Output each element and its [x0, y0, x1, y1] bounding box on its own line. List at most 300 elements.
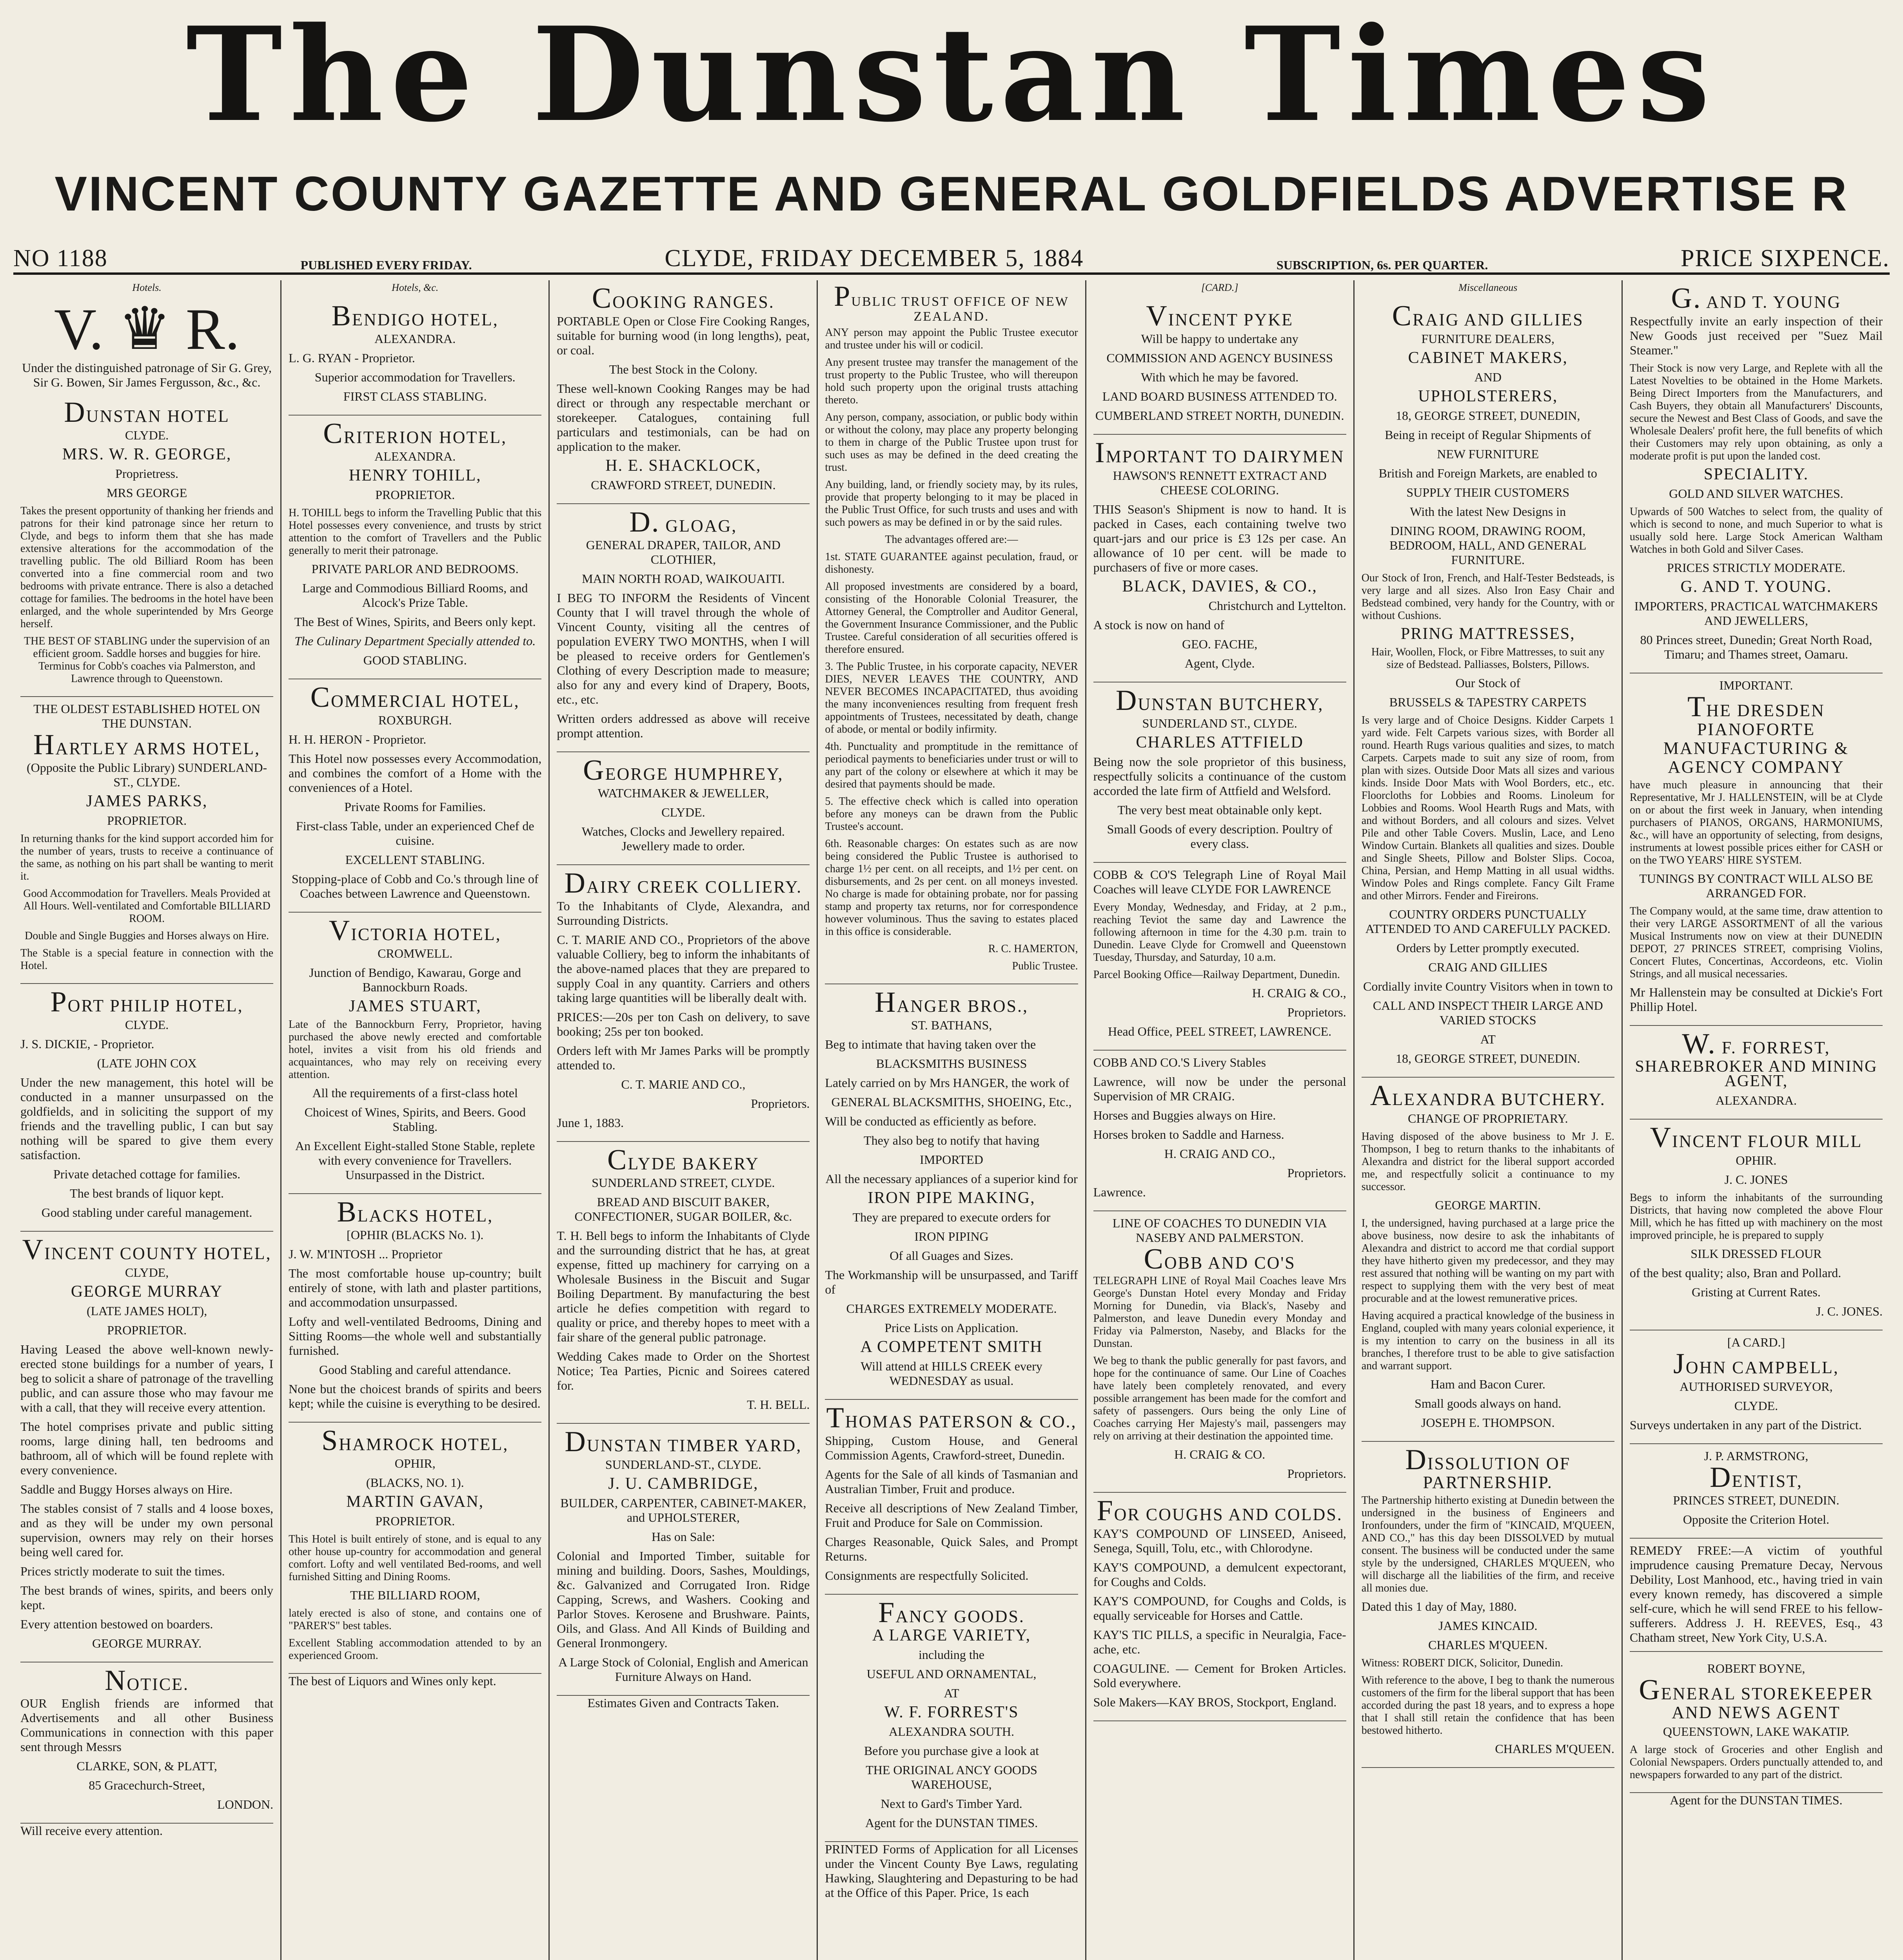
ad-body: DINING ROOM, DRAWING ROOM, BEDROOM, HALL, AND GENERAL FURNITURE.	[1389, 524, 1587, 567]
ad-body: Witness: ROBERT DICK, Solicitor, Dunedin.	[1361, 1657, 1563, 1669]
ad-body: T. H. Bell begs to inform the Inhabitants of Clyde and the surrounding district that he has, at great expense, fitted up machinery for carrying on a Wholesale Business in the Biscuit and Sugar Boiling Department. By manufacturing the best article he defies competition with regard to quality or price, and thereby hopes to meet with a fair share of the general public patronage.	[557, 1229, 810, 1344]
ad-body: The hotel comprises private and public sitting rooms, large dining hall, ten bedrooms and bathroom, all of which will be found replete with every convenience.	[20, 1419, 274, 1477]
ad-body: Surveys undertaken in any part of the District.	[1629, 1418, 1862, 1432]
ad-craig-and-gillies	[1362, 298, 1614, 1078]
ad-title: FOR COUGHS AND COLDS.	[1097, 1495, 1343, 1527]
ad-body: Will be conducted as efficiently as before.	[825, 1114, 1037, 1128]
ad-title: IMPORTANT TO DAIRYMEN	[1095, 437, 1345, 469]
ad-signature: JAMES KINCAID.	[1438, 1619, 1538, 1633]
ad-body: Price Lists on Application.	[884, 1321, 1019, 1335]
ad-owner: JAMES STUART,	[349, 997, 481, 1015]
ad-fancy-goods	[825, 1595, 1078, 1842]
ad-title: CRITERION HOTEL,	[323, 417, 507, 450]
ad-body: Their Stock is now very Large, and Replete with all the Latest Novelties to be obtained in the Home Markets. Being Direct Importers from the Manufacturers, and Cash Buyers, they obtain all Manufacturers' Discounts, secure the Newest and Best Class of Goods, and save the Wholesale Dealers' profit here, the full benefits of which their Customers may rely upon obtaining, as only a moderate profit is put upon the landed cost.	[1629, 362, 1883, 462]
column-footer: The best of Liquors and Wines only kept.	[289, 1674, 496, 1688]
ad-role: AUTHORISED SURVEYOR,	[1680, 1379, 1833, 1394]
ad-title: CLYDE BAKERY	[607, 1144, 759, 1176]
ad-title: HARTLEY ARMS HOTEL,	[33, 729, 261, 761]
ad-body: COUNTRY ORDERS PUNCTUALLY ATTENDED TO AND CAREFULLY PACKED.	[1365, 907, 1611, 936]
ad-place: CLYDE.	[125, 1018, 169, 1032]
ad-body: This Hotel now possesses every Accommodation, and combines the comfort of a Home with the conveniences of a Hotel.	[289, 751, 542, 795]
ad-body: Having Leased the above well-known newly-erected stone buildings for a number of years, I beg to solicit a share of patronage of the travelling public, and can assure those who may favour me with a call, that they will receive every attention.	[20, 1342, 274, 1414]
ad-dissolution	[1362, 1442, 1614, 1768]
ad-body: The Best of Wines, Spirits, and Beers only kept.	[294, 615, 536, 629]
ad-thomas-paterson	[825, 1400, 1078, 1595]
ad-body: of the best quality; also, Bran and Pollard.	[1629, 1266, 1841, 1280]
ad-body: Parcel Booking Office—Railway Department, Dunedin.	[1093, 969, 1340, 981]
patronage: Under the distinguished patronage of Sir G. Grey, Sir G. Bowen, Sir James Fergusson, &c., &c.	[22, 361, 272, 389]
ad-date: June 1, 1883.	[557, 1116, 624, 1130]
section-head: [CARD.]	[1201, 282, 1238, 293]
ad-body: Of all Guages and Sizes.	[890, 1249, 1013, 1263]
ad-body: Saddle and Buggy Horses always on Hire.	[20, 1482, 233, 1496]
ad-title: THOMAS PATERSON & CO.,	[826, 1402, 1077, 1434]
ad-role: PROPRIETOR.	[375, 488, 455, 502]
ad-printed-forms: PRINTED Forms of Application for all Licenses under the Vincent County Bye Laws, regulating Hawking, Slaughtering and Depasturing to be had at the Office of this Paper. Price, 1s each	[825, 1842, 1078, 1900]
ad-robert-boyne	[1630, 1657, 1883, 1793]
ad-place: SUNDERLAND-ST., CLYDE.	[605, 1457, 761, 1472]
ad-body: Stopping-place of Cobb and Co.'s through line of Coaches between Lawrence and Queenstown.	[291, 872, 539, 900]
ad-victoria-hotel	[289, 913, 541, 1194]
ad-owner: ROBERT BOYNE,	[1707, 1661, 1805, 1675]
ad-body: The stables consist of 7 stalls and 4 loose boxes, and as they will be under my own personal supervision, owners may rely on their horses being well cared for.	[20, 1501, 274, 1559]
ad-body: Lawrence, will now be under the personal Supervision of MR CRAIG.	[1093, 1074, 1346, 1103]
ad-body: COAGULINE. — Cement for Broken Articles. Sold everywhere.	[1093, 1661, 1346, 1690]
ad-title: COMMERCIAL HOTEL,	[310, 681, 520, 713]
ad-body: A COMPETENT SMITH	[860, 1338, 1043, 1356]
ad-role: WATCHMAKER & JEWELLER,	[597, 786, 769, 800]
ad-role: PROPRIETOR.	[107, 1323, 187, 1337]
ad-place: ALEXANDRA.	[374, 449, 456, 463]
ad-body: Beg to intimate that having taken over the	[825, 1037, 1036, 1051]
ad-body: Begs to inform the inhabitants of the surrounding Districts, that having now completed the above Flour Mill, which he has fitted up with machinery on the most improved principle, he is prepared to supply	[1629, 1192, 1883, 1241]
ad-vincent-flour-mill	[1630, 1120, 1883, 1330]
ad-body: Opposite the Criterion Hotel.	[1683, 1512, 1830, 1526]
ad-place: CUMBERLAND STREET NORTH, DUNEDIN.	[1095, 408, 1344, 423]
ad-dresden-pianoforte	[1630, 673, 1883, 1026]
ad-body: SUPPLY THEIR CUSTOMERS	[1406, 485, 1570, 499]
ad-place: SUNDERLAND STREET, CLYDE.	[592, 1176, 775, 1190]
ad-signature: CRAIG AND GILLIES	[1428, 960, 1548, 974]
ad-body: The best Stock in the Colony.	[609, 362, 758, 376]
ad-blacks-hotel	[289, 1194, 541, 1423]
ad-title: DUNSTAN TIMBER YARD,	[565, 1426, 802, 1458]
ad-body: Before you purchase give a look at	[864, 1744, 1039, 1758]
ad-body: With which he may be favored.	[1141, 370, 1299, 384]
masthead-title: The Dunstan Times	[186, 8, 1717, 151]
ad-body: Cordially invite Country Visitors when in town to	[1363, 979, 1613, 993]
ad-dunstan-timber-yard	[557, 1424, 810, 1696]
ad-place: ST. BATHANS,	[911, 1018, 992, 1032]
ad-important-to-dairymen	[1093, 435, 1346, 682]
ad-title: BENDIGO HOTEL,	[331, 300, 499, 332]
ad-body: THE ORIGINAL ANCY GOODS WAREHOUSE,	[866, 1763, 1037, 1791]
ad-body: First-class Table, under an experienced Chef de cuisine.	[296, 819, 534, 848]
ad-body: Agent for the DUNSTAN TIMES.	[865, 1816, 1038, 1830]
ad-role: IMPORTERS, PRACTICAL WATCHMAKERS AND JEWELLERS,	[1634, 599, 1878, 628]
ad-owner: JAMES PARKS,	[86, 792, 208, 810]
ad-body: They are prepared to execute orders for	[852, 1210, 1051, 1224]
ad-owner: H. H. HERON - Proprietor.	[289, 732, 427, 746]
ad-g-and-t-young	[1630, 280, 1883, 673]
ad-body: Private detached cottage for families.	[53, 1167, 241, 1181]
ad-body: Receive all descriptions of New Zealand Timber, Fruit and Produce for Sale on Commission.	[825, 1501, 1078, 1530]
ad-body: Excellent Stabling accommodation attended to by an experienced Groom.	[289, 1637, 542, 1662]
ad-body: Being in receipt of Regular Shipments of	[1385, 428, 1591, 442]
ad-body: GOOD STABLING.	[363, 653, 467, 667]
ad-body: IRON PIPING	[914, 1229, 989, 1243]
ad-title: JOHN CAMPBELL,	[1673, 1348, 1839, 1380]
ad-hanger-bros	[825, 984, 1078, 1400]
ad-place: LONDON.	[217, 1797, 274, 1811]
ad-role: AND	[1474, 370, 1502, 384]
ad-place: CLYDE.	[1734, 1399, 1778, 1413]
column-footer: Agent for the DUNSTAN TIMES.	[1670, 1793, 1843, 1807]
ad-body: Takes the present opportunity of thanking her friends and patrons for their kind patronage since her return to Clyde, and begs to inform them that she has made extensive alterations for the accommodation of the travelling public. The old Billiard Room has been converted into a fine commercial room and two bedrooms with private entrance. There is also a detached cottage for families. The bedrooms in the hotel have been enlarged, and the whole superintended by Mrs George herself.	[20, 505, 274, 630]
ad-signature: JOSEPH E. THOMPSON.	[1421, 1416, 1555, 1430]
ad-place: 18, GEORGE STREET, DUNEDIN.	[1396, 1051, 1580, 1065]
ad-cobb-livery	[1093, 1051, 1346, 1211]
ad-role: Proprietress.	[115, 466, 178, 481]
ad-body: GENERAL BLACKSMITHS, SHOEING, Etc.,	[831, 1095, 1072, 1109]
ad-owner: L. G. RYAN - Proprietor.	[289, 351, 415, 365]
ad-body: NEW FURNITURE	[1437, 447, 1539, 461]
ad-role: SHAREBROKER AND MINING AGENT,	[1635, 1058, 1878, 1090]
ad-body: Sole Makers—KAY BROS, Stockport, England.	[1093, 1695, 1337, 1709]
ad-body: Has on Sale:	[651, 1530, 715, 1544]
ad-signature: C. T. MARIE AND CO.,	[621, 1077, 746, 1091]
ad-owner: BLACK, DAVIES, & CO.,	[1122, 577, 1317, 595]
issue-date: CLYDE, FRIDAY DECEMBER 5, 1884	[665, 245, 1084, 272]
ad-owner: HENRY TOHILL,	[349, 466, 481, 485]
ad-hartley-arms	[20, 697, 273, 984]
ad-body: Good Accommodation for Travellers. Meals Provided at All Hours. Well-ventilated and Comfortable BILLIARD ROOM.	[23, 887, 271, 925]
ad-role: PROPRIETOR.	[107, 813, 187, 828]
column-2	[281, 280, 550, 1960]
ad-body: Prices strictly moderate to suit the times.	[20, 1564, 225, 1578]
ad-title: PORT PHILIP HOTEL,	[50, 986, 243, 1018]
ad-role: Public Trustee.	[1012, 960, 1078, 972]
ad-body: Written orders addressed as above will receive prompt attention.	[557, 711, 810, 740]
ad-title: W. F. FORREST,	[1682, 1028, 1830, 1060]
ad-signature: G. AND T. YOUNG.	[1680, 578, 1832, 596]
price: PRICE SIXPENCE.	[1681, 245, 1890, 272]
ad-body: With the latest New Designs in	[1410, 505, 1566, 519]
ad-role: (LATE JAMES HOLT),	[86, 1304, 207, 1318]
ad-body: Every attention bestowed on boarders.	[20, 1617, 213, 1631]
ad-body: I, the undersigned, having purchased at a large price the above business, now desire to ask the inhabitants of Alexandra and district to accord me that cordial support they have hitherto given my predecessor, and they may rest assured that nothing will be wanting on my part with respect to supplying them with the very best of meat procurable and at the lowest remunerative prices.	[1361, 1217, 1614, 1305]
ad-body: Next to Gard's Timber Yard.	[881, 1797, 1022, 1811]
ad-signature: GEO. FACHE,	[1182, 637, 1258, 651]
ad-place: 85 Gracechurch-Street,	[89, 1778, 205, 1792]
ad-kicker: [A CARD.]	[1727, 1335, 1785, 1349]
ad-body: CHANGE OF PROPRIETARY.	[1408, 1111, 1568, 1125]
subscription-note: SUBSCRIPTION, 6s. PER QUARTER.	[1276, 258, 1488, 272]
ad-role: Proprietors.	[1287, 1166, 1346, 1180]
ad-body: A Large Stock of Colonial, English and American Furniture Always on Hand.	[558, 1655, 808, 1684]
notice	[20, 1662, 273, 1824]
ad-body: Good stabling under careful management.	[41, 1205, 252, 1220]
ad-owner: CHARLES ATTFIELD	[1136, 733, 1304, 751]
ad-place: Christchurch and Lyttelton.	[1208, 599, 1346, 613]
column-7	[1623, 280, 1890, 1960]
ad-place: ALEXANDRA.	[1715, 1093, 1797, 1107]
dateline	[13, 229, 1890, 275]
ad-body: We beg to thank the public generally for past favors, and hope for the continuance of same. Our Line of Coaches have lately been completely renovated, and every possible arrangement has been made for the comfort and safety of passengers. Ours being the only Line of Coaches carrying Her Majesty's mail, passengers may rely on arriving at their destination the appointed time.	[1093, 1355, 1346, 1442]
ad-body: FIRST CLASS STABLING.	[343, 389, 487, 403]
ad-title: DENTIST,	[1710, 1461, 1803, 1494]
ad-body: TELEGRAPH LINE of Royal Mail Coaches leave Mrs George's Dunstan Hotel every Monday and Friday Morning for Dunedin, via Black's, Naseby and Palmerston, and leave Dunedin every Monday and Friday via Palmerston, Naseby, and Blacks for the Dunstan.	[1093, 1275, 1346, 1350]
ad-place: ALEXANDRA SOUTH.	[888, 1724, 1014, 1739]
ad-place: CRAWFORD STREET, DUNEDIN.	[591, 478, 776, 492]
issue-number: NO 1188	[13, 245, 108, 272]
ad-body: Orders left with Mr James Parks will be promptly attended to.	[557, 1044, 810, 1072]
ad-body: ANY person may appoint the Public Trustee executor and trustee under his will or codicil.	[825, 327, 1078, 351]
ad-body: 5. The effective check which is called into operation before any moneys can be drawn from the Public Trustee's account.	[825, 795, 1078, 833]
ad-body: All the necessary appliances of a superior kind for	[825, 1172, 1078, 1186]
column-footer: Will receive every attention.	[20, 1824, 163, 1838]
ad-body: Small Goods of every description. Poultry of every class.	[1107, 822, 1333, 851]
ad-body: Large and Commodious Billiard Rooms, and Alcock's Prize Table.	[302, 581, 528, 610]
ad-title: DUNSTAN BUTCHERY,	[1115, 684, 1324, 717]
ad-body: The advantages offered are:—	[885, 534, 1018, 546]
ad-commercial-hotel	[289, 679, 541, 913]
ad-place: ROXBURGH.	[378, 713, 452, 727]
ad-body: Lofty and well-ventilated Bedrooms, Dining and Sitting Rooms—the whole well and substantially furnished.	[289, 1314, 542, 1357]
column-5	[1086, 280, 1355, 1960]
ad-title: THE DRESDEN PIANOFORTE MANUFACTURING & AGENCY COMPANY	[1663, 691, 1849, 777]
ad-body: Will attend at HILLS CREEK every WEDNESDAY as usual.	[861, 1359, 1042, 1388]
ad-signature: MRS GEORGE	[106, 486, 187, 500]
ad-kays-compound	[1093, 1493, 1346, 1721]
section-head: Miscellaneous	[1458, 282, 1518, 293]
ad-signature: CHARLES M'QUEEN.	[1495, 1742, 1614, 1756]
ad-body: Double and Single Buggies and Horses always on Hire.	[25, 930, 269, 942]
ad-place: OPHIR.	[1736, 1153, 1777, 1167]
ad-port-philip	[20, 984, 273, 1232]
ad-role: Agent, Clyde.	[1184, 656, 1255, 670]
ad-body: Any person, company, association, or public body within or without the colony, may place any property belonging to them in charge of the Public Trustee upon trust for such uses as may be defined in the deed creating the trust.	[825, 411, 1078, 474]
ad-body: KAY'S COMPOUND, for Coughs and Colds, is equally serviceable for Horses and Cattle.	[1093, 1594, 1346, 1622]
ad-body: To the Inhabitants of Clyde, Alexandra, and Surrounding Districts.	[557, 899, 810, 927]
ad-body: PRICES STRICTLY MODERATE.	[1667, 561, 1846, 575]
ad-body: A stock is now on hand of	[1093, 618, 1224, 632]
ad-title: COOKING RANGES.	[592, 282, 775, 314]
ad-remedy-free: REMEDY FREE:—A victim of youthful imprudence causing Premature Decay, Nervous Debility, Lost Manhood, etc., having tried in vain every known remedy, has discovered a simple self-cure, which he will send FREE to his fellow-sufferers. Address J. H. REEVES, Esq., 43 Chatham street, New York City, U.S.A.	[1630, 1539, 1883, 1652]
ad-body: lately erected is also of stone, and contains one of "PARER'S" best tables.	[289, 1607, 542, 1632]
ad-body: KAY'S COMPOUND, a demulcent expectorant, for Coughs and Colds.	[1093, 1560, 1346, 1589]
ad-title: PUBLIC TRUST OFFICE OF NEW ZEALAND.	[834, 280, 1069, 324]
ad-signature: CHARLES M'QUEEN.	[1428, 1638, 1548, 1652]
ad-title: GENERAL STOREKEEPER AND NEWS AGENT	[1639, 1674, 1874, 1722]
ad-body: 6th. Reasonable charges: On estates such as are now being considered the Public Trustee is authorised to charge 1½ per cent. on all receipts, and 1½ per cent. on disbursements, and 2s per cent. on all moneys invested. No charge is made for obtaining probate, nor for passing stamp and property tax returns, nor for correspondence however voluminous. Thus the saving to estates placed in this office is considerable.	[825, 838, 1078, 938]
ad-body: Mr Hallenstein may be consulted at Dickie's Fort Phillip Hotel.	[1629, 985, 1883, 1014]
ad-alexandra-butchery	[1362, 1078, 1614, 1442]
ad-title: LINE OF COACHES TO DUNEDIN VIA NASEBY AND PALMERSTON.	[1112, 1216, 1327, 1245]
ad-body: Small goods always on hand.	[1415, 1396, 1562, 1410]
ad-owner: J. S. DICKIE, - Proprietor.	[20, 1037, 154, 1051]
ad-cooking-ranges	[557, 280, 810, 504]
ad-body: 4th. Punctuality and promptitude in the remittance of periodical payments to beneficiaries under trust or will to any part of the colony or elsewhere at which it may be desired that payments should be made.	[825, 740, 1078, 790]
ad-place: CLYDE.	[125, 428, 169, 442]
column-3	[550, 280, 818, 1960]
ad-title: SHAMROCK HOTEL,	[321, 1425, 509, 1457]
ad-body: Horses and Buggies always on Hire.	[1093, 1108, 1276, 1122]
ad-body: KAY'S TIC PILLS, a specific in Neuralgia, Face-ache, etc.	[1093, 1628, 1346, 1656]
ad-dentist	[1630, 1444, 1883, 1539]
ad-body: Colonial and Imported Timber, suitable for mining and building. Doors, Sashes, Mouldings, &c. Galvanized and Corrugated Iron. Ridge Capping, Screws, and Washers. Cooking and Parlor Stoves. Kerosene and Brushware. Paints, Oils, and Glass. And All Kinds of Building and General Ironmongery.	[557, 1549, 810, 1650]
ad-body: AT	[944, 1686, 959, 1700]
column-6	[1355, 280, 1623, 1960]
ad-body: Our Stock of	[1455, 676, 1520, 690]
ad-body: Having disposed of the above business to Mr J. E. Thompson, I beg to return thanks to the inhabitants of Alexandra and district for the liberal support accorded me, and respectfully solicit a continuance to my successor.	[1361, 1131, 1614, 1193]
ad-dairy-creek-colliery	[557, 865, 810, 1142]
ad-bendigo-hotel	[289, 298, 541, 416]
ad-owner: J. P. ARMSTRONG,	[1704, 1449, 1809, 1463]
ad-body: All proposed investments are considered by a board, consisting of the Honorable Colonial Treasurer, the Attorney General, the Comptroller and Auditor General, the Government Insurance Commissioner, and the Public Trustee. Careful consideration of all securities offered is therefore ensured.	[825, 581, 1078, 655]
ad-place: ALEXANDRA.	[374, 332, 456, 346]
published-note: PUBLISHED EVERY FRIDAY.	[300, 258, 472, 272]
ad-body: The very best meat obtainable only kept.	[1117, 803, 1322, 817]
ad-title: CRAIG AND GILLIES	[1392, 300, 1584, 332]
ad-role: BREAD AND BISCUIT BAKER, CONFECTIONER, SUGAR BOILER, &c.	[574, 1195, 792, 1223]
ad-title: DAIRY CREEK COLLIERY.	[564, 867, 803, 899]
ad-body: The best brands of wines, spirits, and beers only kept.	[20, 1583, 274, 1612]
ad-role: BUILDER, CARPENTER, CABINET-MAKER, and UPHOLSTERER,	[560, 1496, 806, 1524]
ad-owner: GEORGE MURRAY	[71, 1283, 223, 1301]
ad-body: The best brands of liquor kept.	[70, 1186, 224, 1200]
column-4	[818, 280, 1086, 1960]
ad-title: VICTORIA HOTEL,	[329, 915, 501, 947]
ad-body: Watches, Clocks and Jewellery repaired. Jewellery made to order.	[581, 824, 785, 853]
ad-signature: H. CRAIG & CO.	[1174, 1447, 1266, 1461]
ad-place: OPHIR,	[394, 1456, 436, 1470]
ad-body: The Company would, at the same time, draw attention to their very LARGE ASSORTMENT of all the various Musical Instruments now on view at their DUNEDIN DEPOT, 27 PRINCES STREET, comprising Violins, Concert Flutes, Concertinas, Accordeons, etc. Violin Strings, and all musical necessaries.	[1629, 905, 1883, 980]
section-head: Hotels.	[132, 282, 162, 293]
ad-body: CHARGES EXTREMELY MODERATE.	[846, 1301, 1057, 1316]
masthead-subtitle: VINCENT COUNTY GAZETTE AND GENERAL GOLDFIELDS ADVERTISE R	[54, 167, 1849, 221]
ad-kicker: THE OLDEST ESTABLISHED HOTEL ON THE DUNSTAN.	[33, 702, 260, 730]
ad-dunstan-hotel	[20, 394, 273, 697]
ad-signature: GEORGE MURRAY.	[92, 1636, 202, 1650]
ad-body: All the requirements of a first-class hotel	[312, 1086, 518, 1100]
ad-place: QUEENSTOWN, LAKE WAKATIP.	[1663, 1724, 1850, 1739]
ad-title: VINCENT COUNTY HOTEL,	[22, 1234, 272, 1266]
ad-body: Charges Reasonable, Quick Sales, and Prompt Returns.	[825, 1535, 1078, 1563]
ad-body: Wedding Cakes made to Order on the Shortest Notice; Tea Parties, Picnic and Soirees catered for.	[557, 1349, 810, 1392]
ad-body: Good Stabling and careful attendance.	[319, 1363, 511, 1377]
ad-cobb-telegraph	[1093, 863, 1346, 1051]
ad-signature: J. C. JONES.	[1816, 1304, 1883, 1318]
ad-body: Every Monday, Wednesday, and Friday, at 2 p.m., reaching Teviot the same day and Lawrence the following afternoon in time for the 4.30 p.m. train to Dunedin. Leave Clyde for Cromwell and Queenstown Tuesday, Thursday, and Saturday, 10 a.m.	[1093, 901, 1346, 964]
ad-clyde-bakery	[557, 1142, 810, 1424]
ad-shamrock-hotel	[289, 1423, 541, 1674]
ad-body: THE BILLIARD ROOM,	[350, 1588, 480, 1602]
ad-place: CLYDE.	[661, 805, 705, 819]
ad-place: 80 Princes street, Dunedin; Great North Road, Timaru; and Thames street, Oamaru.	[1640, 633, 1872, 661]
ad-vincent-county-hotel	[20, 1232, 273, 1662]
ad-place: 18, GEORGE STREET, DUNEDIN,	[1396, 408, 1580, 423]
ad-title: FANCY GOODS.	[878, 1597, 1025, 1629]
ad-body: Ham and Bacon Curer.	[1430, 1377, 1545, 1391]
ad-signature: H. CRAIG AND CO.,	[1164, 1147, 1275, 1161]
ad-dunstan-butchery	[1093, 682, 1346, 863]
ad-body: USEFUL AND ORNAMENTAL,	[866, 1667, 1037, 1681]
ad-body: A large stock of Groceries and other English and Colonial Newspapers. Orders punctually attended to, and newspapers forwarded to any part of the district.	[1629, 1744, 1883, 1781]
ad-owner: MARTIN GAVAN,	[346, 1493, 484, 1511]
ad-body: Orders by Letter promptly executed.	[1396, 941, 1580, 955]
ad-owner: J. U. CAMBRIDGE,	[608, 1475, 759, 1493]
ad-signature: T. H. BELL.	[747, 1397, 810, 1412]
ad-signature: H. CRAIG & CO.,	[1252, 986, 1346, 1000]
ad-body: IMPORTED	[920, 1152, 983, 1167]
ad-place: Lawrence.	[1093, 1185, 1146, 1199]
ad-body: THIS Season's Shipment is now to hand. It is packed in Cases, each containing twelve two quart-jars and our price is £3 12s per case. An allowance of 10 per cent. will be made to purchasers of five or more cases.	[1093, 502, 1346, 574]
ad-body: IRON PIPE MAKING,	[868, 1189, 1035, 1207]
ad-place: MAIN NORTH ROAD, WAIKOUAITI.	[582, 572, 785, 586]
ad-body: PRIVATE PARLOR AND BEDROOMS.	[311, 562, 519, 576]
ad-place: (Opposite the Public Library) SUNDERLAND-ST., CLYDE.	[26, 760, 267, 789]
ad-title: G. AND T. YOUNG	[1671, 282, 1841, 314]
ad-body: COMMISSION AND AGENCY BUSINESS	[1106, 351, 1333, 365]
ad-body: HAWSON'S RENNETT EXTRACT AND CHEESE COLORING.	[1113, 468, 1327, 497]
ad-body: The Partnership hitherto existing at Dunedin between the undersigned in the business of Engineers and Ironfounders, under the firm of "KINCAID, M'QUEEN, AND CO.," has this day been DISSOLVED by mutual consent. The business will be conducted under the same style by the undersigned, CHARLES M'QUEEN, who will discharge all the liabilities of the firm, and receive all monies due.	[1361, 1494, 1614, 1594]
ad-body: CALL AND INSPECT THEIR LARGE AND VARIED STOCKS	[1373, 998, 1603, 1027]
ad-body: Late of the Bannockburn Ferry, Proprietor, having purchased the above newly erected and comfortable hotel, invites a visit from his old friends and acquaintances, who may rely on receiving every attention.	[289, 1018, 542, 1081]
ad-body: Will be happy to undertake any	[1141, 332, 1298, 346]
ad-coach-line	[1093, 1211, 1346, 1493]
ad-body: These well-known Cooking Ranges may be had direct or through any respectable merchant or storekeeper. Catalogues, containing full particulars and testimonials, can be had on application to the maker.	[557, 381, 810, 454]
ad-place: SUNDERLAND ST., CLYDE.	[1142, 716, 1297, 730]
column-1	[13, 280, 281, 1960]
ad-body: have much pleasure in announcing that their Representative, Mr J. HALLENSTEIN, will be at Clyde on or about the first week in January, when intending purchasers of PIANOS, ORGANS, HARMONIUMS, &c., will have an opportunity of selecting, from designs, instruments at lowest possible prices either for CASH or on the TWO YEARS' HIRE SYSTEM.	[1629, 779, 1883, 866]
ad-signature: GEORGE MARTIN.	[1435, 1198, 1541, 1212]
ad-body: THE BEST OF STABLING under the supervision of an efficient groom. Saddle horses and buggies for hire. Terminus for Cobb's coaches via Palmerston, and Lawrence through to Queenstown.	[24, 635, 270, 685]
ad-body: Under the new management, this hotel will be conducted in a manner unsurpassed on the goldfields, and in soliciting the support of my friends and the travelling public, I can but say nothing will be spared to give them every satisfaction.	[20, 1075, 274, 1162]
ad-kicker: IMPORTANT.	[1719, 678, 1793, 692]
ad-body: Consignments are respectfully Solicited.	[825, 1568, 1029, 1583]
ad-body: KAY'S COMPOUND OF LINSEED, Aniseed, Senega, Squill, Tolu, etc., with Chlorodyne.	[1093, 1526, 1346, 1555]
section-head: Hotels, &c.	[392, 282, 439, 293]
ad-body: The Stable is a special feature in connection with the Hotel.	[20, 947, 274, 972]
ad-body: Any building, land, or friendly society may, by its rules, provide that property belonging to it may be placed in the Public Trust Office, for such trusts and uses and with such powers as may be defined in or by the said rules.	[825, 479, 1078, 528]
ad-body: BLACKSMITHS BUSINESS	[876, 1056, 1027, 1071]
ad-body: AT	[1480, 1032, 1496, 1046]
ad-place: CLYDE,	[125, 1265, 169, 1279]
ad-title: DUNSTAN HOTEL	[64, 396, 230, 428]
ad-body: Hair, Woollen, Flock, or Fibre Mattresses, to suit any size of Bedstead. Palliasses, Bolsters, Pillows.	[1371, 646, 1605, 671]
ad-role: GENERAL DRAPER, TAILOR, AND CLOTHIER,	[586, 538, 781, 566]
ad-body: They also beg to notify that having	[864, 1133, 1039, 1147]
ad-vincent-pyke	[1093, 298, 1346, 435]
ad-body: Horses broken to Saddle and Harness.	[1093, 1127, 1284, 1142]
ad-body: SILK DRESSED FLOUR	[1691, 1247, 1822, 1261]
ad-role: (LATE JOHN COX	[97, 1056, 197, 1070]
ad-owner: J. W. M'INTOSH ... Proprietor	[289, 1247, 442, 1261]
ad-body: Choicest of Wines, Spirits, and Beers. Good Stabling.	[304, 1105, 526, 1134]
ad-body: PRING MATTRESSES,	[1400, 625, 1575, 643]
ad-body: With reference to the above, I beg to thank the numerous customers of the firm for the liberal support that has been accorded during the past 18 years, and to express a hope that I shall still retain the confidence that has been bestowed hitherto.	[1361, 1674, 1614, 1737]
ad-body: An Excellent Eight-stalled Stone Stable, replete with every convenience for Travellers. Unsurpassed in the District.	[295, 1139, 535, 1182]
ad-body: Superior accommodation for Travellers.	[314, 370, 516, 384]
ad-title: GEORGE HUMPHREY,	[583, 754, 784, 786]
ad-body: The Culinary Department Specially attended to.	[294, 634, 536, 648]
ad-body: Having acquired a practical knowledge of the business in England, coupled with many years colonial experience, it is my intention to carry on the business in all its branches, I therefore trust to be able to give satisfaction and warrant support.	[1361, 1310, 1614, 1372]
ad-owner: H. E. SHACKLOCK,	[605, 457, 761, 475]
ad-body: Respectfully invite an early inspection of their New Goods just received per "Suez Mail Steamer."	[1629, 314, 1883, 357]
ad-place: [OPHIR (BLACKS No. 1).	[347, 1228, 484, 1242]
ad-owner: CLARKE, SON, & PLATT,	[76, 1759, 217, 1773]
